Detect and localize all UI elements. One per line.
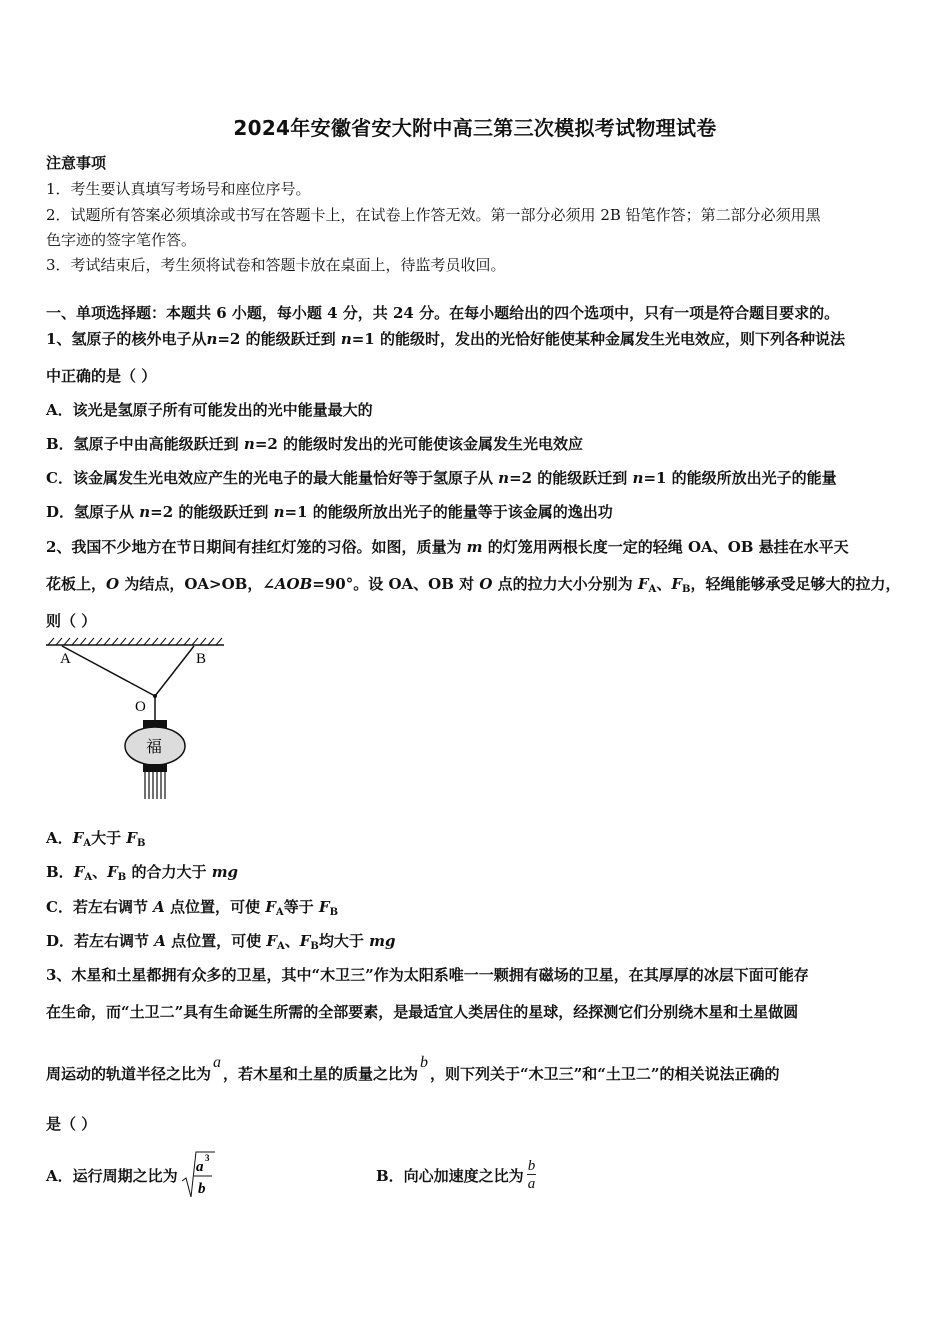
fraction: $\frac{b}{a}$ [527, 1157, 536, 1192]
q3-stem-line3: 周运动的轨道半径之比为a，若木星和土星的质量之比为b，则下列关于“木卫三”和“土卫二”的相关说法正确的 [46, 1054, 780, 1083]
q2-option-a: A．$F_A$大于 $F_B$ [46, 829, 146, 849]
q2-option-b: B．$F_A$、$F_B$ 的合力大于 mg [46, 863, 239, 883]
page-title: 2024年安徽省安大附中高三第三次模拟考试物理试卷 [233, 116, 717, 140]
notice-item: 色字迹的签字笔作答。 [46, 231, 197, 249]
q1-option-c: C．该金属发生光电效应产生的光电子的最大能量恰好等于氢原子从 n=2 的能级跃迁到 n=1 的能级所放出光子的能量 [46, 469, 837, 487]
lantern-base [143, 764, 167, 772]
notice-item: 1．考生要认真填写考场号和座位序号。 [46, 180, 311, 198]
rope-oa [62, 646, 155, 696]
sqrt-fraction [180, 1149, 216, 1201]
svg-text:b: b [197, 1181, 206, 1197]
q1-option-d: D．氢原子从 n=2 的能级跃迁到 n=1 的能级所放出光子的能量等于该金属的逸出功 [46, 503, 613, 521]
q3-option-b: B．向心加速度之比为 $\frac{b}{a}$ [376, 1157, 536, 1192]
label-a: A [60, 651, 71, 667]
label-o: O [135, 699, 146, 715]
lantern-character: 福 [146, 737, 163, 756]
notice-item: 2．试题所有答案必须填涂或书写在答题卡上，在试卷上作答无效。第一部分必须用 2B 铅笔作答；第二部分必须用黑 [46, 206, 821, 224]
q1-option-a: A．该光是氢原子所有可能发出的光中能量最大的 [46, 401, 373, 419]
q3-option-a: A．运行周期之比为 a 3 b [46, 1148, 216, 1202]
notice-heading: 注意事项 [46, 154, 107, 172]
lantern-tassels [145, 772, 165, 799]
q2-stem-line3: 则（ ） [46, 612, 97, 630]
ceiling [46, 638, 224, 645]
rope-ob [155, 646, 194, 696]
label-b: B [196, 651, 207, 667]
q3-stem-line4: 是（ ） [46, 1115, 97, 1133]
q1-stem: 1、氢原子的核外电子从n=2 的能级跃迁到 n=1 的能级时，发出的光恰好能使某种金属发生光电效应，则下列各种说法 [46, 330, 845, 348]
q2-stem: 2、我国不少地方在节日期间有挂红灯笼的习俗。如图，质量为 m 的灯笼用两根长度一定的轻绳 OA、OB 悬挂在水平天 [46, 538, 849, 556]
q2-option-c: C．若左右调节 A 点位置，可使 $F_A$等于 $F_B$ [46, 898, 339, 918]
section-heading: 一、单项选择题：本题共 6 小题，每小题 4 分，共 24 分。在每小题给出的四个选项中，只有一项是符合题目要求的。 [46, 304, 840, 322]
q1-option-b: B．氢原子中由高能级跃迁到 n=2 的能级时发出的光可能使该金属发生光电效应 [46, 435, 584, 453]
q2-stem-line2: 花板上，O 为结点，OA>OB，∠AOB=90°。设 OA、OB 对 O 点的拉力大小分别为 $F_A$、$F_B$，轻绳能够承受足够大的拉力， [46, 575, 901, 595]
q1-stem-line2: 中正确的是（ ） [46, 367, 157, 385]
q3-stem: 3、木星和土星都拥有众多的卫星，其中“木卫三”作为太阳系唯一一颗拥有磁场的卫星，在其厚厚的冰层下面可能存 [46, 966, 809, 984]
lantern-figure [44, 636, 234, 804]
notice-item: 3．考试结束后，考生须将试卷和答题卡放在桌面上，待监考员收回。 [46, 256, 506, 274]
q3-stem-line2: 在生命，而“土卫二”具有生命诞生所需的全部要素，是最适宜人类居住的星球，经探测它们分别绕木星和土星做圆 [46, 1003, 799, 1021]
svg-text:a: a [195, 1159, 204, 1175]
svg-text:3: 3 [204, 1153, 210, 1163]
q2-option-d: D．若左右调节 A 点位置，可使 $F_A$、$F_B$均大于 mg [46, 932, 396, 952]
